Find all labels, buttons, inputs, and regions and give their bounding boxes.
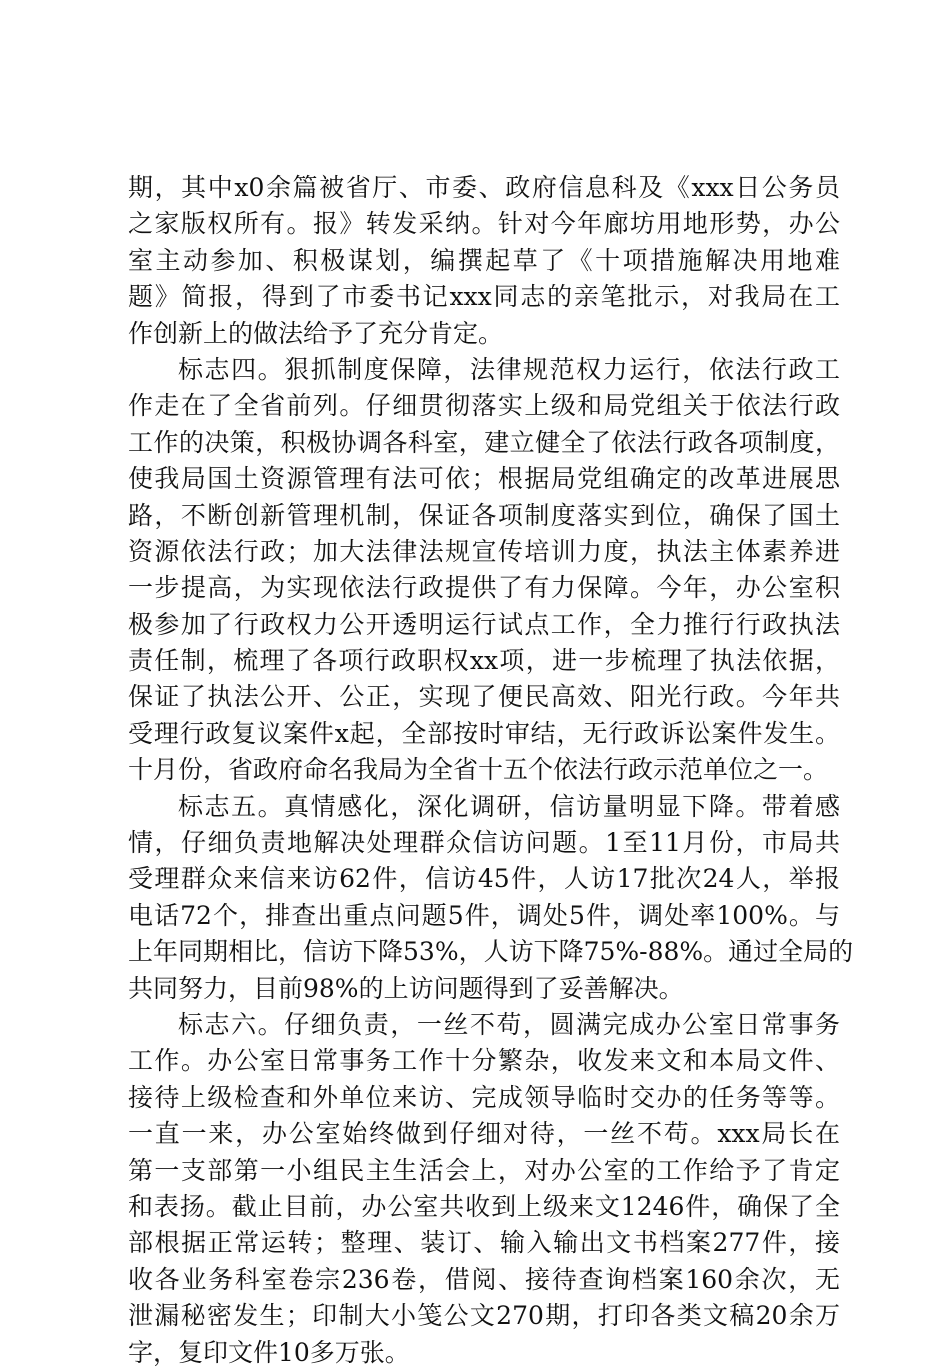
text-line: 使我局国土资源管理有法可依；根据局党组确定的改革进展思 — [128, 464, 840, 494]
text-line: 共同努力，目前98%的上访问题得到了妥善解决。 — [128, 973, 684, 1003]
text-line: 保证了执法公开、公正，实现了便民高效、阳光行政。今年共 — [128, 682, 840, 712]
text-line: 和表扬。截止目前，办公室共收到上级来文1246件，确保了全 — [128, 1191, 840, 1221]
text-line: 第一支部第一小组民主生活会上，对办公室的工作给予了肯定 — [128, 1155, 840, 1185]
text-line: 题》简报，得到了市委书记xxx同志的亲笔批示，对我局在工 — [128, 282, 840, 312]
text-line: 上年同期相比，信访下降53%，人访下降75%-88%。通过全局的 — [128, 937, 854, 967]
text-line: 标志五。真情感化，深化调研，信访量明显下降。带着感 — [178, 791, 840, 821]
text-line: 电话72个，排查出重点问题5件，调处5件，调处率100%。与 — [128, 900, 840, 930]
text-line: 室主动参加、积极谋划，编撰起草了《十项措施解决用地难 — [128, 245, 840, 275]
text-line: 接待上级检查和外单位来访、完成领导临时交办的任务等等。 — [128, 1082, 840, 1112]
text-line: 泄漏秘密发生；印制大小笺公文270期，打印各类文稿20余万 — [128, 1301, 840, 1331]
text-line: 作创新上的做法给予了充分肯定。 — [128, 318, 504, 348]
text-line: 受理行政复议案件x起，全部按时审结，无行政诉讼案件发生。 — [128, 718, 840, 748]
text-line: 标志六。仔细负责，一丝不苟，圆满完成办公室日常事务 — [178, 1009, 840, 1039]
text-line: 路，不断创新管理机制，保证各项制度落实到位，确保了国土 — [128, 500, 840, 530]
text-line: 工作的决策，积极协调各科室，建立健全了依法行政各项制度， — [128, 427, 840, 457]
text-line: 一直一来，办公室始终做到仔细对待，一丝不苟。xxx局长在 — [128, 1119, 840, 1149]
text-line: 极参加了行政权力公开透明运行试点工作，全力推行行政执法 — [128, 609, 840, 639]
text-line: 字，复印文件10多万张。 — [128, 1337, 410, 1367]
paragraph — [128, 789, 854, 1007]
paragraph — [128, 1007, 840, 1371]
text-line: 工作。办公室日常事务工作十分繁杂，收发来文和本局文件、 — [128, 1046, 840, 1076]
text-line: 作走在了全省前列。仔细贯彻落实上级和局党组关于依法行政 — [128, 391, 840, 421]
text-line: 标志四。狠抓制度保障，法律规范权力运行，依法行政工 — [178, 354, 840, 384]
text-line: 资源依法行政；加大法律法规宣传培训力度，执法主体素养进 — [128, 536, 840, 566]
text-line: 期，其中x0余篇被省厅、市委、政府信息科及《xxx日公务员 — [128, 173, 840, 202]
text-line: 一步提高，为实现依法行政提供了有力保障。今年，办公室积 — [128, 573, 840, 603]
text-line: 责任制，梳理了各项行政职权xx项，进一步梳理了执法依据， — [128, 646, 840, 676]
text-line: 受理群众来信来访62件，信访45件，人访17批次24人，举报 — [128, 864, 840, 894]
paragraph — [128, 170, 840, 352]
text-line: 之家版权所有。报》转发采纳。针对今年廊坊用地形势，办公 — [128, 209, 840, 239]
paragraph — [128, 352, 840, 789]
document-body — [128, 170, 854, 1371]
text-line: 部根据正常运转；整理、装订、输入输出文书档案277件，接 — [128, 1228, 840, 1258]
text-line: 收各业务科室卷宗236卷，借阅、接待查询档案160余次，无 — [128, 1264, 840, 1294]
text-line: 十月份，省政府命名我局为全省十五个依法行政示范单位之一。 — [128, 755, 829, 785]
text-line: 情，仔细负责地解决处理群众信访问题。1至11月份，市局共 — [128, 828, 840, 858]
